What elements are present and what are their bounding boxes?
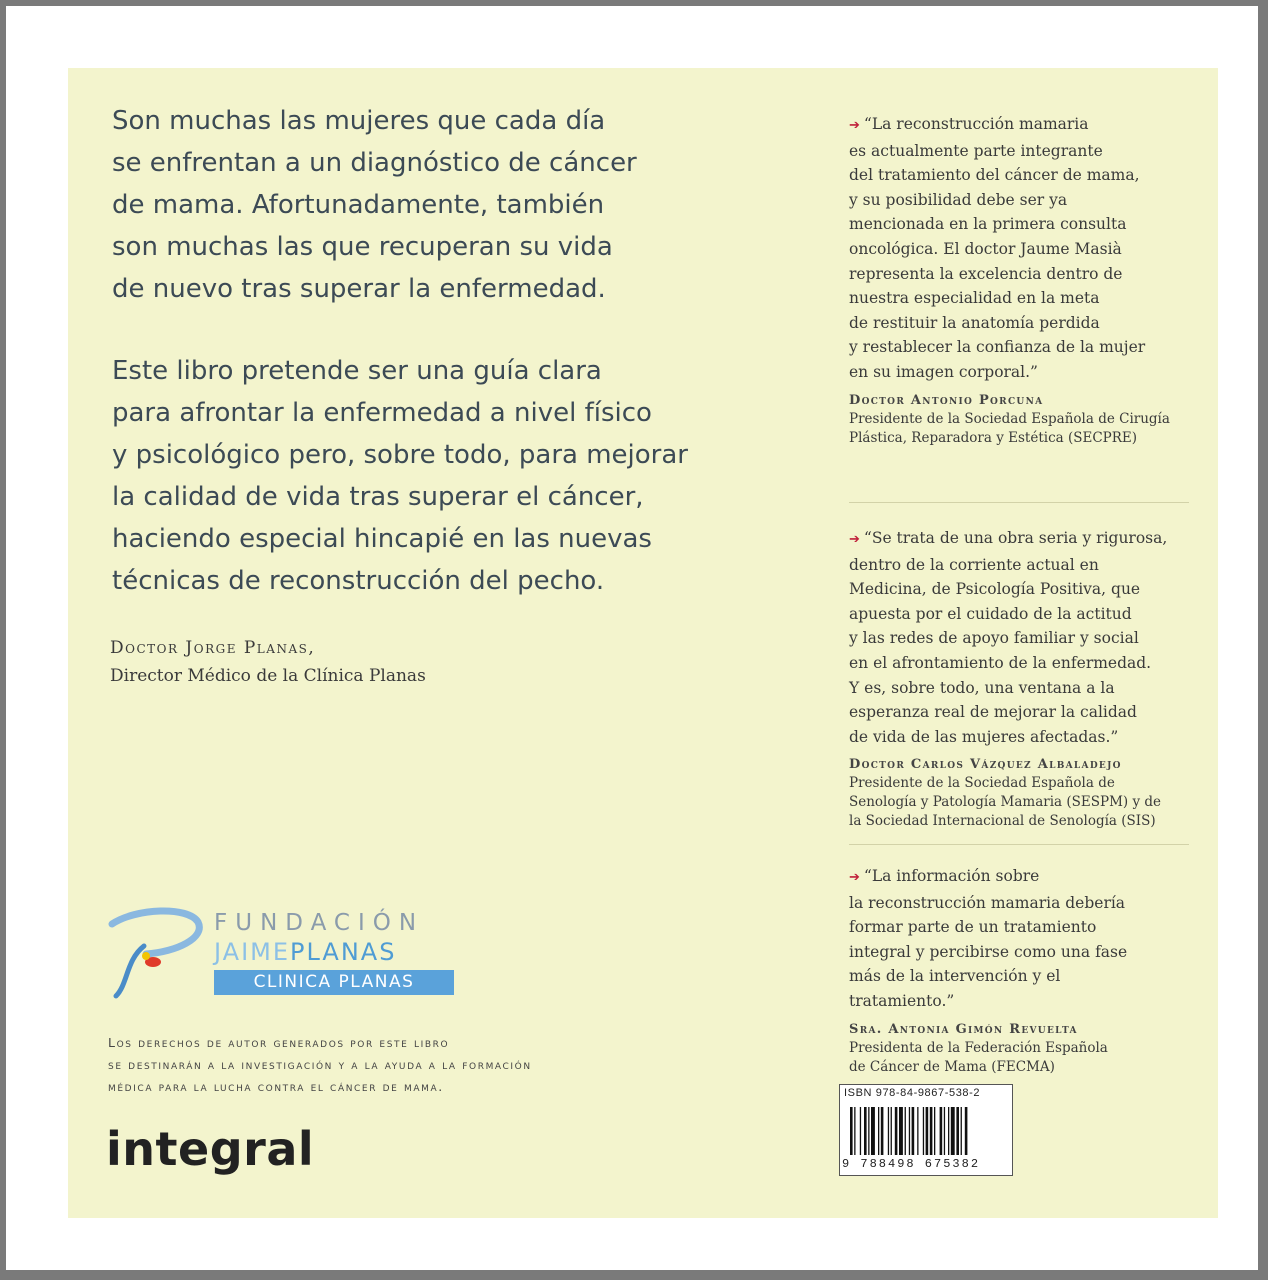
endorsement-quote: [849, 526, 1167, 749]
logo-title: FUNDACIÓN: [214, 910, 425, 936]
quote-text: “Se trata de una obra seria y rigurosa, dentro de la corriente actual en Medicina, de Psicología Positiva, que apuesta por el cuidado de la actitud y las redes de apoyo familiar y social en el afrontamiento de la enfermedad. Y es, sobre todo, una ventana a la esperanza real de mejorar la calidad de vida de las mujeres afectadas.”: [849, 529, 1168, 746]
endorsement-quote: [849, 864, 1127, 1014]
arrow-icon: ➔: [849, 532, 860, 547]
author-role: Presidenta de la Federación Española de Cáncer de Mama (FECMA): [849, 1039, 1108, 1075]
author-name: Sra. Antonia Gimón Revuelta: [849, 1021, 1078, 1037]
signature-role: Director Médico de la Clínica Planas: [110, 666, 426, 686]
endorsement-author: [849, 755, 1167, 831]
logo-name-part2: PLANAS: [290, 938, 397, 966]
quote-text: “La reconstrucción mamaria es actualmente parte integrante del tratamiento del cáncer de mama, y su posibilidad debe ser ya mencionada en la primera consulta oncológica. El doctor Jaume Masià representa la excelencia dentro de nuestra especialidad en la meta de restituir la anatomía perdida y restablecer la confianza de la mujer en su imagen corporal.”: [849, 115, 1146, 381]
logo-name-part1: JAIME: [214, 938, 291, 966]
barcode-icon: [850, 1107, 1002, 1157]
rights-note: Los derechos de autor generados por este libro se destinarán a la investigación y a la ayuda a la formación médica para la lucha contra el cáncer de mama.: [108, 1035, 532, 1094]
endorsement-1: [849, 112, 1170, 448]
quote-text: “La información sobre la reconstrucción mamaria debería formar parte de un tratamiento integral y percibirse como una fase más de la intervención y el tratamiento.”: [849, 867, 1128, 1010]
foundation-logo: [106, 904, 466, 1004]
ean-number: 9 788498 675382: [842, 1157, 981, 1171]
logo-clinic-bar: CLINICA PLANAS: [214, 970, 454, 995]
divider: [849, 844, 1189, 845]
endorsement-quote: [849, 112, 1170, 385]
signature-name: Doctor Jorge Planas,: [110, 638, 316, 658]
author-name: Doctor Antonio Porcuna: [849, 392, 1044, 408]
arrow-icon: ➔: [849, 118, 860, 133]
intro-signature: [110, 634, 610, 690]
author-name: Doctor Carlos Vázquez Albaladejo: [849, 757, 1122, 773]
author-role: Presidente de la Sociedad Española de Senología y Patología Mamaria (SESPM) y de la Sociedad Internacional de Senología (SIS): [849, 775, 1162, 830]
logo-name: [214, 938, 396, 966]
endorsement-author: [849, 1020, 1127, 1077]
intro-paragraph-1: Son muchas las mujeres que cada día se enfrentan a un diagnóstico de cáncer de mama. Afortunadamente, también son muchas las que recuperan su vida de nuevo tras superar la enfermedad.: [112, 106, 637, 304]
isbn-text: ISBN 978-84-9867-538-2: [844, 1087, 981, 1099]
publisher-logo: integral: [106, 1122, 315, 1176]
arrow-icon: ➔: [849, 870, 860, 885]
divider: [849, 502, 1189, 503]
endorsement-2: [849, 526, 1167, 831]
author-role: Presidente de la Sociedad Española de Cirugía Plástica, Reparadora y Estética (SECPRE): [849, 410, 1170, 446]
endorsement-3: [849, 864, 1127, 1077]
foundation-logo-mark-icon: [106, 904, 206, 1004]
intro-paragraph-2: Este libro pretende ser una guía clara para afrontar la enfermedad a nivel físico y psicológico pero, sobre todo, para mejorar la calidad de vida tras superar el cáncer, haciendo especial hincapié en las nuevas técnicas de reconstrucción del pecho.: [112, 356, 688, 596]
endorsement-author: [849, 391, 1170, 448]
book-back-cover: [68, 68, 1218, 1218]
isbn-barcode: [839, 1084, 1013, 1176]
